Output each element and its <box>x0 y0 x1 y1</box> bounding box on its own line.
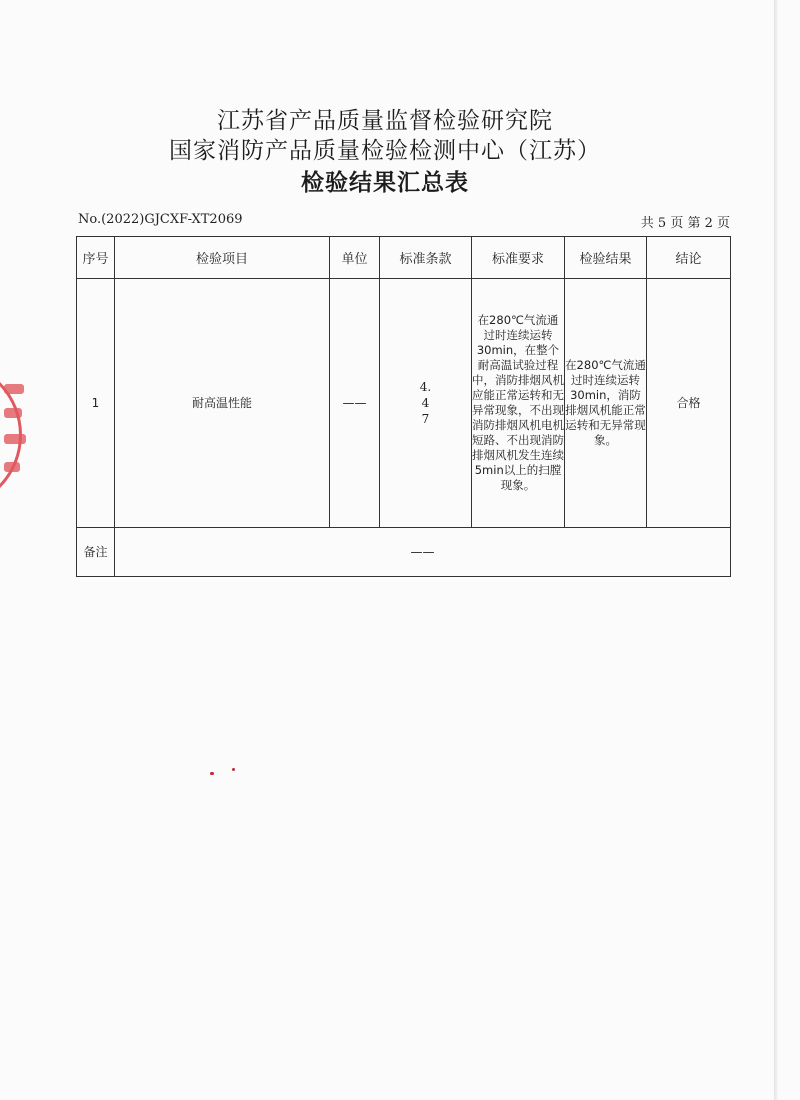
institute-name: 江苏省产品质量监督检验研究院 <box>217 108 553 134</box>
cell-seq: 1 <box>77 279 115 528</box>
table-row <box>77 279 731 528</box>
ink-speck <box>210 772 214 775</box>
document-header <box>0 106 770 198</box>
report-number: No.(2022)GJCXF-XT2069 <box>78 212 243 227</box>
remarks-row <box>77 527 731 576</box>
cell-result: 在280℃气流通过时连续运转30min，消防排烟风机能正常运转和无异常现象。 <box>565 279 647 528</box>
cell-conclusion: 合格 <box>647 279 731 528</box>
page-info: 共 5 页 第 2 页 <box>640 216 730 231</box>
table-header-row <box>77 237 731 279</box>
cell-clause <box>380 279 472 528</box>
scan-edge <box>774 0 778 1100</box>
cell-requirement: 在280℃气流通过时连续运转30min，在整个耐高温试验过程中，消防排烟风机应能正常运转和无异常现象，不出现消防排烟风机电机短路、不出现消防排烟风机发生连续5min以上的扫膛现象。 <box>472 279 565 528</box>
ink-speck <box>232 768 235 771</box>
cell-item: 耐高温性能 <box>115 279 330 528</box>
report-meta <box>78 212 730 231</box>
remarks-label: 备注 <box>77 527 115 576</box>
clause-value: 4.47 <box>419 379 432 426</box>
header-clause: 标准条款 <box>380 237 472 279</box>
cell-unit: —— <box>330 279 380 528</box>
header-requirement: 标准要求 <box>472 237 565 279</box>
seal-mark <box>4 384 24 394</box>
page-title: 检验结果汇总表 <box>301 170 469 196</box>
red-seal-stamp <box>0 360 34 510</box>
header-item: 检验项目 <box>115 237 330 279</box>
seal-mark <box>4 434 26 444</box>
center-name: 国家消防产品质量检验检测中心（江苏） <box>169 138 601 164</box>
header-seq: 序号 <box>77 237 115 279</box>
header-unit: 单位 <box>330 237 380 279</box>
seal-mark <box>4 462 20 472</box>
header-conclusion: 结论 <box>647 237 731 279</box>
seal-mark <box>4 408 22 418</box>
result-table <box>76 236 731 577</box>
header-result: 检验结果 <box>565 237 647 279</box>
remarks-value: —— <box>115 527 731 576</box>
